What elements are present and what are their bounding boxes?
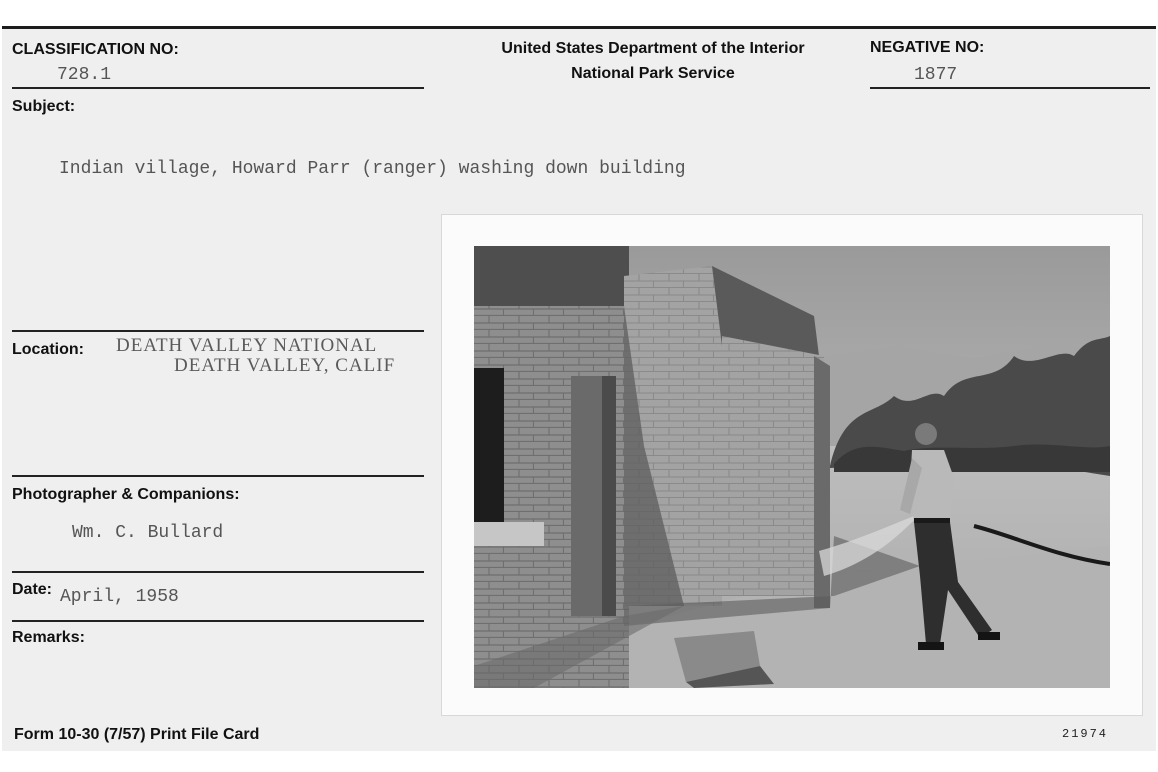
subject-label: Subject: [12, 98, 76, 115]
classification-label: CLASSIFICATION NO: [12, 41, 179, 58]
negative-rule [870, 87, 1150, 89]
agency-line-2: National Park Service [571, 65, 735, 82]
agency-line-1: United States Department of the Interior [501, 40, 805, 57]
negative-value: 1877 [914, 65, 958, 85]
card-number: 21974 [1062, 727, 1109, 741]
remarks-rule [12, 620, 424, 622]
location-rule [12, 330, 424, 332]
location-stamp-line-2: DEATH VALLEY, CALIF [174, 355, 396, 376]
doorway-shadow [602, 376, 616, 616]
bush-shadow [834, 445, 1110, 472]
adobe-right-wall [722, 336, 830, 596]
remarks-label: Remarks: [12, 629, 85, 646]
photographer-label: Photographer & Companions: [12, 486, 240, 503]
location-label: Location: [12, 341, 84, 358]
form-label: Form 10-30 (7/57) Print File Card [14, 726, 260, 743]
photographer-rule [12, 475, 424, 477]
date-label: Date: [12, 581, 53, 598]
photograph-adobe-building [474, 246, 1110, 688]
window-sill [474, 522, 544, 546]
classification-rule [12, 87, 424, 89]
window-opening [474, 368, 504, 524]
negative-label: NEGATIVE NO: [870, 39, 985, 56]
photographer-value: Wm. C. Bullard [72, 523, 224, 543]
location-stamp-line-1: DEATH VALLEY NATIONAL [116, 335, 378, 356]
classification-value: 728.1 [57, 65, 112, 85]
date-value: April, 1958 [60, 587, 179, 607]
subject-value: Indian village, Howard Parr (ranger) washing down building [59, 159, 686, 179]
location-stamp [116, 333, 442, 383]
date-rule [12, 571, 424, 573]
left-wall-top [474, 246, 629, 306]
